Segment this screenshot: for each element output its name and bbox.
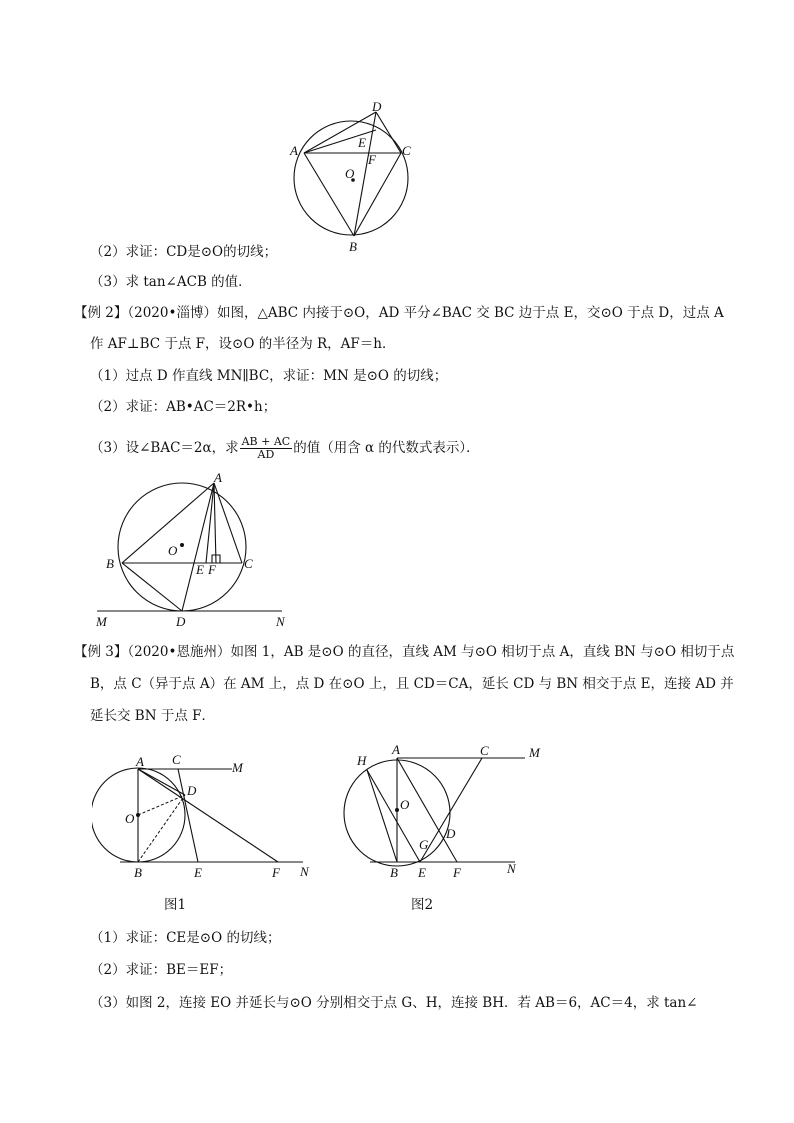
label-C: C [244, 556, 253, 571]
fraction-denominator: AD [257, 448, 275, 461]
q1-part3: （3）求 tan∠ACB 的值． [90, 274, 252, 290]
label-N: N [507, 861, 516, 876]
label-C: C [402, 143, 411, 158]
label-N: N [300, 864, 309, 879]
label-E: E [358, 135, 366, 150]
caption-fig2: 图2 [411, 897, 434, 913]
label-O: O [400, 797, 410, 812]
label-A: A [392, 742, 400, 757]
ex3-line1: 【例 3】（2020•恩施州）如图 1，AB 是⊙O 的直径，直线 AM 与⊙O 相切于点 A，直线 BN 与⊙O 相切于点 [74, 644, 735, 660]
q1-part2: （2）求证：CD是⊙O的切线； [90, 244, 278, 260]
label-E: E [194, 865, 202, 880]
ex3-line3: 延长交 BN 于点 F． [90, 708, 215, 724]
figure-example2 [92, 470, 302, 630]
label-O: O [125, 811, 135, 826]
label-B: B [106, 556, 114, 571]
label-E: E [418, 865, 426, 880]
label-F: F [368, 152, 376, 167]
label-A: A [136, 754, 144, 769]
caption-fig1: 图1 [164, 897, 187, 913]
label-M: M [232, 760, 243, 775]
ex2-line1: 【例 2】（2020•淄博）如图，△ABC 内接于⊙O，AD 平分∠BAC 交 BC 边于点 E，交⊙O 于点 D，过点 A [74, 305, 724, 321]
figure-example3-fig1 [92, 750, 317, 880]
label-O: O [168, 543, 178, 558]
ex2-part2: （2）求证：AB•AC＝2R•h； [90, 399, 277, 415]
ex2-part3-pre: （3）设∠BAC＝2α，求 [90, 440, 239, 456]
label-H: H [357, 753, 367, 768]
label-E: E [196, 562, 204, 577]
label-N: N [276, 614, 285, 629]
ex3-part1: （1）求证：CE是⊙O 的切线； [90, 930, 281, 946]
fraction-numerator: AB + AC [241, 435, 291, 448]
label-D: D [176, 614, 186, 629]
label-B: B [390, 865, 398, 880]
label-O: O [345, 166, 355, 181]
ex3-part2: （2）求证：BE＝EF； [90, 962, 233, 978]
label-F: F [453, 865, 461, 880]
label-G: G [419, 837, 429, 852]
label-F: F [272, 865, 280, 880]
figure-tangent-cd [280, 96, 430, 256]
ex3-line2: B，点 C（异于点 A）在 AM 上，点 D 在⊙O 上，且 CD＝CA，延长 CD 与 BN 相交于点 E，连接 AD 并 [90, 676, 734, 692]
label-A: A [290, 143, 298, 158]
label-D: D [446, 826, 456, 841]
label-A: A [214, 470, 222, 485]
label-C: C [480, 743, 489, 758]
label-B: B [134, 865, 142, 880]
figure-example3-fig2 [340, 738, 550, 880]
ex2-part1: （1）过点 D 作直线 MN∥BC，求证：MN 是⊙O 的切线； [90, 368, 448, 384]
ex2-part3-post: 的值（用含 α 的代数式表示）． [293, 440, 480, 456]
ex2-part3 [90, 436, 480, 461]
label-D: D [372, 99, 382, 114]
label-D: D [187, 783, 197, 798]
label-M: M [96, 614, 107, 629]
label-M: M [529, 745, 540, 760]
ex3-part3: （3）如图 2，连接 EO 并延长与⊙O 分别相交于点 G、H，连接 BH．若 AB＝6，AC＝4，求 tan∠ [90, 995, 698, 1011]
label-F: F [208, 562, 216, 577]
fraction [240, 436, 293, 461]
label-B: B [349, 239, 357, 254]
label-C: C [172, 752, 181, 767]
ex2-line2: 作 AF⊥BC 于点 F，设⊙O 的半径为 R，AF＝h． [90, 336, 396, 352]
